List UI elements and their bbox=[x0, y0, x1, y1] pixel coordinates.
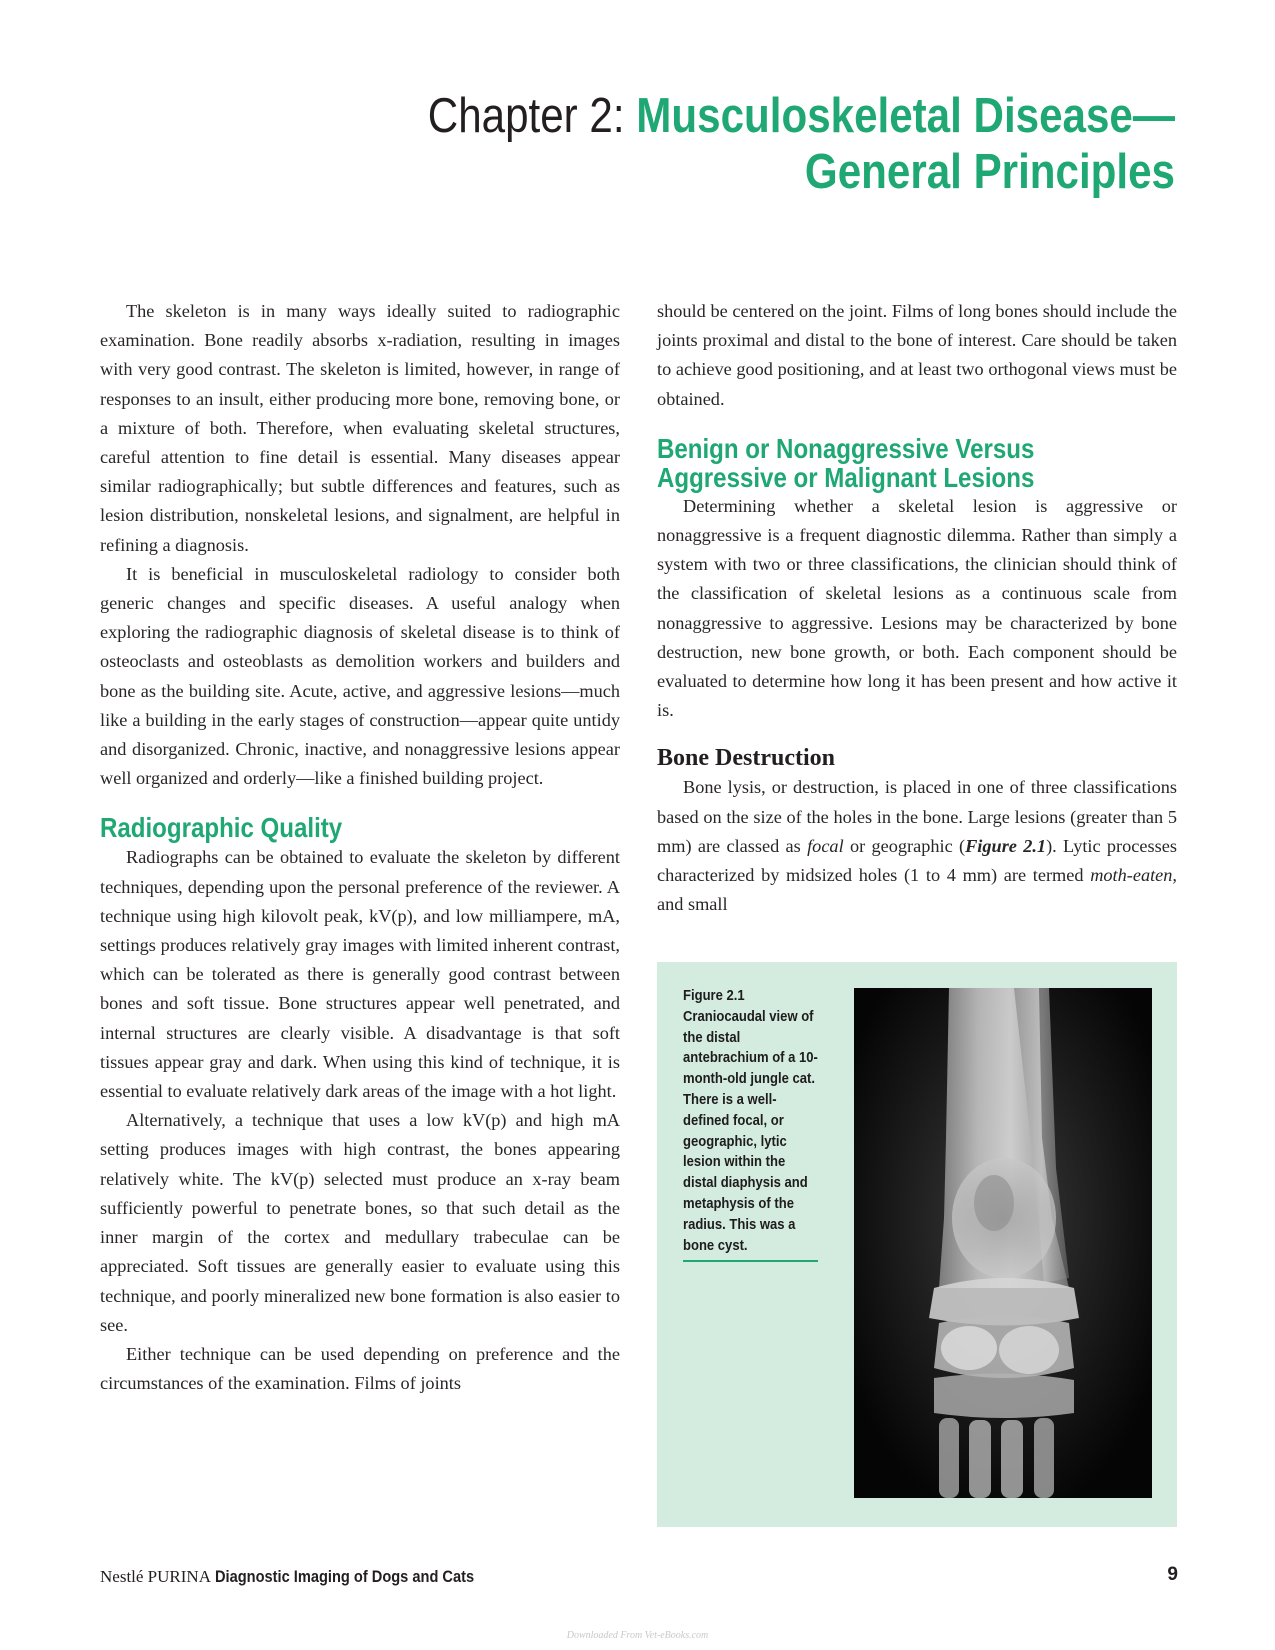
right-column bbox=[657, 297, 1177, 919]
text-run: and small bbox=[657, 894, 728, 915]
paragraph: Alternatively, a technique that uses a low kV(p) and high mA setting produces images with high contrast, the bones appearing relatively white. The kV(p) selected must produce an x-ray beam sufficiently powerful to penetrate bones, so that such detail as the inner margin of the cortex and medullary trabeculae can be appreciated. Soft tissues are generally easier to evaluate using this technique, and poorly mineralized new bone formation is also easier to see. bbox=[100, 1110, 620, 1335]
paragraph: Radiographs can be obtained to evaluate the skeleton by different techniques, depending upon the personal preference of the reviewer. A technique using high kilovolt peak, kV(p), and low milliampere, mA, settings produces relatively gray images with limited inherent contrast, which can be tolerated as there is generally good contrast between bones and soft tissue. Bone structures appear well penetrated, and internal structures are clearly visible. A disadvantage is that soft tissues appear gray and dark. When using this kind of technique, it is essential to evaluate relatively dark areas of the image with a hot light. bbox=[100, 847, 620, 1102]
xray-radiograph-graphic bbox=[854, 988, 1152, 1498]
watermark: Downloaded From Vet-eBooks.com bbox=[566, 1630, 709, 1641]
paragraph: Either technique can be used depending on preference and the circumstances of the examination. Films of joints bbox=[100, 1343, 620, 1394]
figure-caption-text: Craniocaudal view of the distal antebrachium of a 10-month-old jungle cat. There is a well-defined focal, or geographic, lytic lesion within the distal diaphysis and metaphysis of the radius. This was a bone cyst. bbox=[683, 1008, 818, 1254]
paragraph: The skeleton is in many ways ideally suited to radiographic examination. Bone readily absorbs x-radiation, resulting in images with very good contrast. The skeleton is limited, however, in range of responses to an insult, either producing more bone, removing bone, or a mixture of both. Therefore, when evaluating skeletal structures, careful attention to fine detail is essential. Many diseases appear similar radiographically; but subtle differences and features, such as lesion distribution, nonskeletal lesions, and signalment, are helpful in refining a diagnosis. bbox=[100, 301, 620, 555]
page-number: 9 bbox=[1167, 1564, 1178, 1585]
text-run-italic: moth-eaten, bbox=[1090, 865, 1177, 886]
paragraph bbox=[657, 773, 1177, 919]
section-heading-radiographic-quality: Radiographic Quality bbox=[100, 812, 343, 844]
footer-book-title bbox=[100, 1566, 517, 1588]
text-run: or geographic ( bbox=[843, 835, 966, 856]
paragraph: It is beneficial in musculoskeletal radiology to consider both generic changes and specific diseases. A useful analogy when exploring the radiographic diagnosis of skeletal disease is to think of osteoclasts and osteoblasts as demolition workers and builders and bone as the building site. Acute, active, and aggressive lesions—much like a building in the early stages of construction—appear quite untidy and disorganized. Chronic, inactive, and nonaggressive lesions appear well organized and orderly—like a finished building project. bbox=[100, 563, 620, 789]
heading-line: Aggressive or Malignant Lesions bbox=[657, 461, 1035, 493]
chapter-title-part2: General Principles bbox=[804, 145, 1175, 199]
footer-brand: Nestlé PURINA bbox=[100, 1567, 211, 1586]
chapter-title-part1: Musculoskeletal Disease— bbox=[636, 89, 1175, 143]
paragraph: should be centered on the joint. Films of long bones should include the joints proximal and distal to the bone of interest. Care should be taken to achieve good positioning, and at least two orthogonal views must be obtained. bbox=[657, 301, 1177, 409]
xray-image bbox=[854, 988, 1152, 1498]
section-heading-bone-destruction: Bone Destruction bbox=[657, 745, 835, 772]
chapter-title-line1 bbox=[423, 88, 1176, 144]
section-heading-lesions bbox=[657, 434, 1104, 492]
figure-reference: Figure 2.1 bbox=[965, 835, 1047, 856]
chapter-prefix: Chapter 2: bbox=[427, 89, 625, 143]
text-run: ). Lytic processes characterized by midsized holes (1 to 4 mm) are termed bbox=[657, 835, 1177, 886]
figure-caption bbox=[683, 986, 818, 1262]
text-run: Bone lysis, or destruction, is placed in one of three classifications based on the size of the holes in the bone. Large lesions (greater than 5 mm) are classed as bbox=[657, 777, 1177, 856]
footer-book: Diagnostic Imaging of Dogs and Cats bbox=[215, 1567, 475, 1586]
left-column bbox=[100, 297, 620, 1398]
figure-panel bbox=[657, 962, 1177, 1527]
heading-line: Benign or Nonaggressive Versus bbox=[657, 432, 1035, 464]
chapter-title bbox=[423, 88, 1176, 200]
paragraph: Determining whether a skeletal lesion is aggressive or nonaggressive is a frequent diagnostic dilemma. Rather than simply a system with two or three classifications, the clinician should think of the classification of skeletal lesions as a continuous scale from nonaggressive to aggressive. Lesions may be characterized by bone destruction, new bone growth, or both. Each component should be evaluated to determine how long it has been present and how active it is. bbox=[657, 495, 1177, 721]
figure-label: Figure 2.1 bbox=[683, 988, 745, 1004]
text-run-italic: focal bbox=[807, 835, 844, 856]
